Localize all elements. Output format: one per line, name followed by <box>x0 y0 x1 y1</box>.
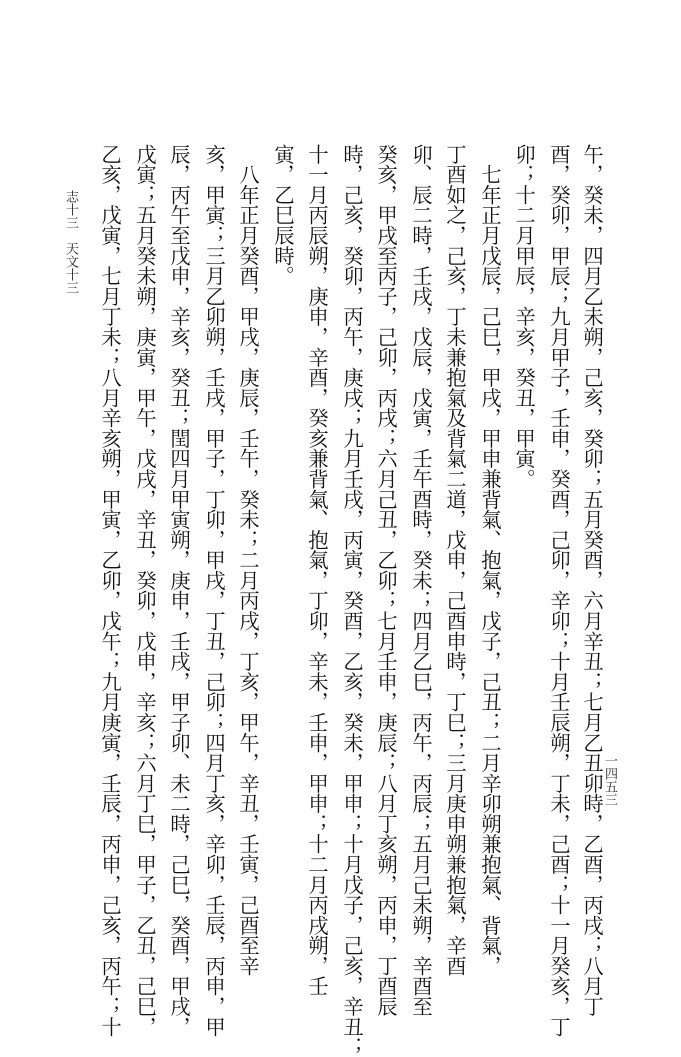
text-column-4: 七年正月戊辰，己巳，甲戌，甲申兼背氣、抱氣，戊子，己丑；二月辛卯朔兼抱氣、背氣， <box>478 144 502 976</box>
text-column-6: 卯、辰二時，壬戌，戊辰，戊寅，壬午酉時，癸未；四月乙巳，丙午，丙辰；五月己未朔，辛酉至 <box>409 144 433 1017</box>
text-column-9: 十一月丙辰朔，庚申，辛酉，癸亥兼背氣、抱氣，丁卯，辛未，壬申，甲申；十二月丙戌朔，壬 <box>305 144 329 997</box>
text-column-2: 酉，癸卯，甲辰；九月甲子，壬申，癸酉，己卯，辛卯；十月壬辰朔，丁未，己酉；十一月癸亥，丁 <box>547 144 571 1037</box>
text-column-15: 乙亥，戊寅，七月丁未；八月辛亥朔，甲寅，乙卯，戊午；九月庚寅，壬辰，丙申，己亥，丙午；十 <box>98 144 122 1037</box>
page-number: 一四五三 <box>602 754 617 806</box>
text-column-12: 亥，甲寅；三月乙卯朔，壬戌，甲子，丁卯，甲戌，丁丑，己卯；四月丁亥，辛卯，壬辰，丙申，甲 <box>202 144 226 1037</box>
text-column-5: 丁酉如之，己亥，丁未兼抱氣及背氣二道，戊申，己酉申時，丁巳；三月庚申朔兼抱氣，辛酉 <box>443 144 467 976</box>
text-column-3: 卯；十二月甲辰，辛亥，癸丑，甲寅。 <box>512 144 536 489</box>
text-column-8: 時，己亥，癸卯，丙午，庚戌；九月壬戌，丙寅，癸酉，乙亥，癸未，甲申；十月戊子，己亥，辛丑； <box>340 144 364 1057</box>
text-column-1: 午，癸未，四月乙未朔，己亥，癸卯；五月癸酉，六月辛丑；七月乙丑卯時，乙酉，丙戌；八月丁 <box>580 144 604 1017</box>
text-column-13: 辰，丙午至戊申，辛亥，癸丑；閏四月甲寅朔，庚申，壬戌，甲子卯、未二時，己巳，癸酉，甲戌， <box>167 144 191 1037</box>
text-column-7: 癸亥，甲戌至丙子，己卯，丙戌；六月己丑，乙卯；七月壬申，庚辰；八月丁亥朔，丙申，丁酉辰 <box>374 144 398 1017</box>
text-column-11: 八年正月癸酉，甲戌，庚辰，壬午，癸未；二月丙戌，丁亥，甲午，辛丑，壬寅，己酉至辛 <box>236 144 260 976</box>
text-column-14: 戊寅；五月癸未朔，庚寅，甲午，戊戌，辛丑，癸卯，戊申，辛亥；六月丁巳，甲子，乙丑，己巳， <box>133 144 157 1037</box>
text-column-10: 寅，乙巳辰時。 <box>271 144 295 287</box>
running-head: 志十三 天文十三 <box>63 190 78 294</box>
